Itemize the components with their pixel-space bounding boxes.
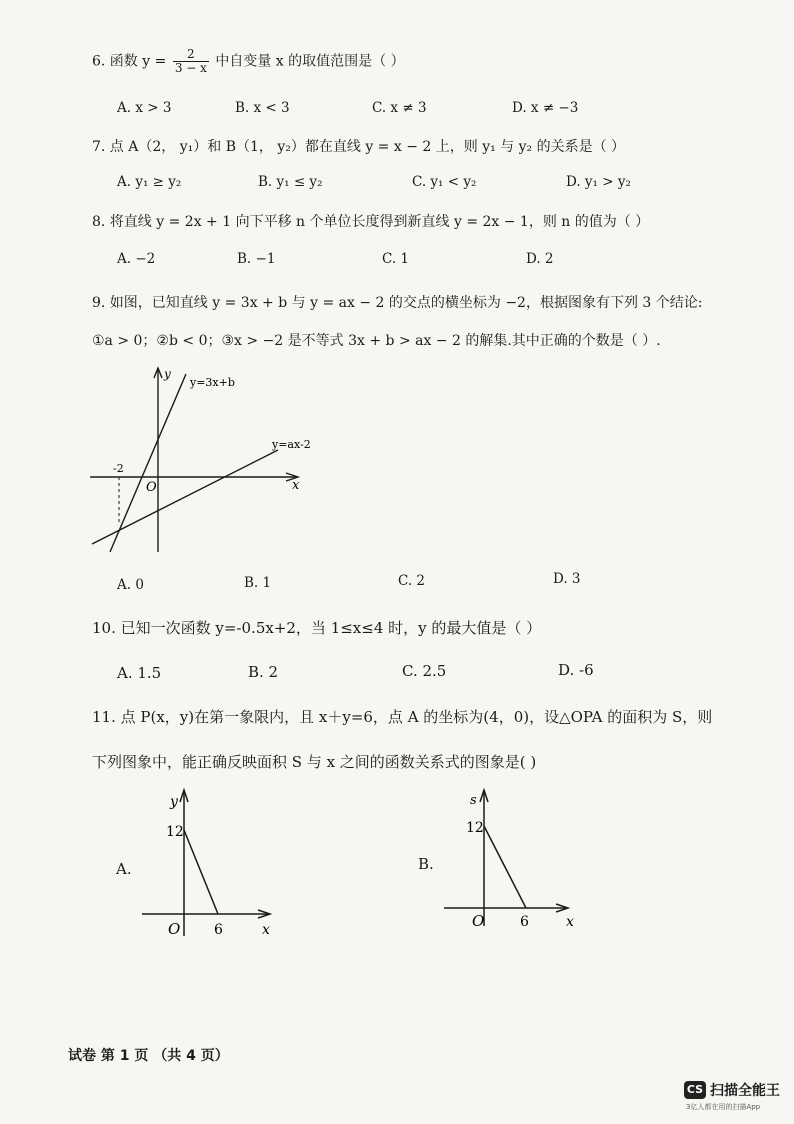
q10-option-d[interactable]: D. -6	[558, 661, 594, 679]
q7-option-a[interactable]: A. y₁ ≥ y₂	[117, 174, 182, 190]
q11b-x-tick: 6	[520, 914, 529, 930]
q7-option-d[interactable]: D. y₁ > y₂	[566, 174, 631, 190]
q11a-y-label: y	[170, 794, 178, 810]
q8-stem: 8. 将直线 y = 2x + 1 向下平移 n 个单位长度得到新直线 y = 2x − 1，则 n 的值为（ ）	[92, 214, 650, 230]
q6-stem	[92, 48, 405, 75]
q11a-y-tick: 12	[166, 824, 184, 840]
q11-graph-b[interactable]	[442, 786, 582, 934]
q6-fraction	[173, 48, 209, 75]
q10-stem: 10. 已知一次函数 y=-0.5x+2，当 1≤x≤4 时，y 的最大值是（ ）	[92, 619, 542, 637]
q10-option-b[interactable]: B. 2	[248, 663, 279, 681]
q9-neg2-label: -2	[113, 462, 124, 475]
q7-option-b[interactable]: B. y₁ ≤ y₂	[258, 174, 323, 190]
q6-post: 中自变量 x 的取值范围是（ ）	[215, 53, 405, 70]
page-footer: 试卷 第 1 页 （共 4 页）	[68, 1048, 229, 1064]
q6-option-b[interactable]: B. x < 3	[235, 100, 290, 116]
q11a-function-line	[184, 830, 218, 914]
q10-option-a[interactable]: A. 1.5	[117, 664, 162, 682]
q6-frac-num: 2	[173, 48, 209, 62]
q11a-x-tick: 6	[214, 922, 223, 938]
q11-stem-line2: 下列图象中，能正确反映面积 S 与 x 之间的函数关系式的图象是( )	[92, 753, 537, 771]
q9-option-a[interactable]: A. 0	[117, 577, 144, 593]
q11b-function-line	[484, 826, 526, 908]
q8-option-d[interactable]: D. 2	[526, 251, 554, 267]
q11b-y-label: s	[470, 793, 477, 808]
q10-option-c[interactable]: C. 2.5	[402, 662, 447, 680]
q7-stem: 7. 点 A（2， y₁）和 B（1， y₂）都在直线 y = x − 2 上，则 y₁ 与 y₂ 的关系是（ ）	[92, 139, 626, 155]
q9-line2-label: y=ax-2	[272, 438, 311, 451]
q11a-origin-label: O	[168, 920, 181, 938]
q9-option-b[interactable]: B. 1	[244, 575, 272, 591]
q9-x-label: x	[292, 478, 300, 493]
q7-option-c[interactable]: C. y₁ < y₂	[412, 174, 477, 190]
q8-option-b[interactable]: B. −1	[237, 251, 276, 267]
q11-stem-line1: 11. 点 P(x，y)在第一象限内，且 x＋y=6，点 A 的坐标为(4，0)，设△OPA 的面积为 S，则	[92, 708, 713, 726]
q11a-x-label: x	[262, 922, 270, 938]
watermark-name: 扫描全能王	[710, 1083, 780, 1099]
watermark-subtitle: 3亿人都在用的扫描App	[686, 1103, 761, 1111]
q9-option-d[interactable]: D. 3	[553, 571, 581, 587]
q9-y-label: y	[164, 367, 171, 381]
q11-option-b-label[interactable]: B.	[418, 855, 434, 873]
q11b-x-label: x	[566, 914, 574, 930]
q8-option-c[interactable]: C. 1	[382, 251, 410, 267]
q9-option-c[interactable]: C. 2	[398, 573, 426, 589]
q6-frac-den: 3 − x	[174, 61, 207, 75]
q6-pre: 6. 函数 y =	[92, 53, 167, 70]
q9-line1-label: y=3x+b	[190, 376, 235, 389]
q11-option-a-label[interactable]: A.	[116, 860, 132, 878]
q9-stem-line2: ①a > 0；②b < 0；③x > −2 是不等式 3x + b > ax − 2 的解集.其中正确的个数是（ ）.	[92, 333, 661, 349]
q11-graph-a[interactable]	[140, 786, 280, 942]
q9-stem-line1: 9. 如图，已知直线 y = 3x + b 与 y = ax − 2 的交点的横坐标为 −2，根据图象有下列 3 个结论:	[92, 295, 703, 311]
scanner-watermark	[684, 1080, 780, 1100]
q6-option-c[interactable]: C. x ≠ 3	[372, 100, 427, 116]
q9-origin-label: O	[146, 480, 157, 495]
q6-option-d[interactable]: D. x ≠ −3	[512, 100, 579, 116]
q8-option-a[interactable]: A. −2	[117, 251, 156, 267]
q11b-y-tick: 12	[466, 820, 484, 836]
cs-logo-icon: CS	[684, 1081, 706, 1099]
q9-graph	[88, 364, 320, 556]
q11b-origin-label: O	[472, 912, 485, 930]
q6-option-a[interactable]: A. x > 3	[117, 100, 172, 116]
